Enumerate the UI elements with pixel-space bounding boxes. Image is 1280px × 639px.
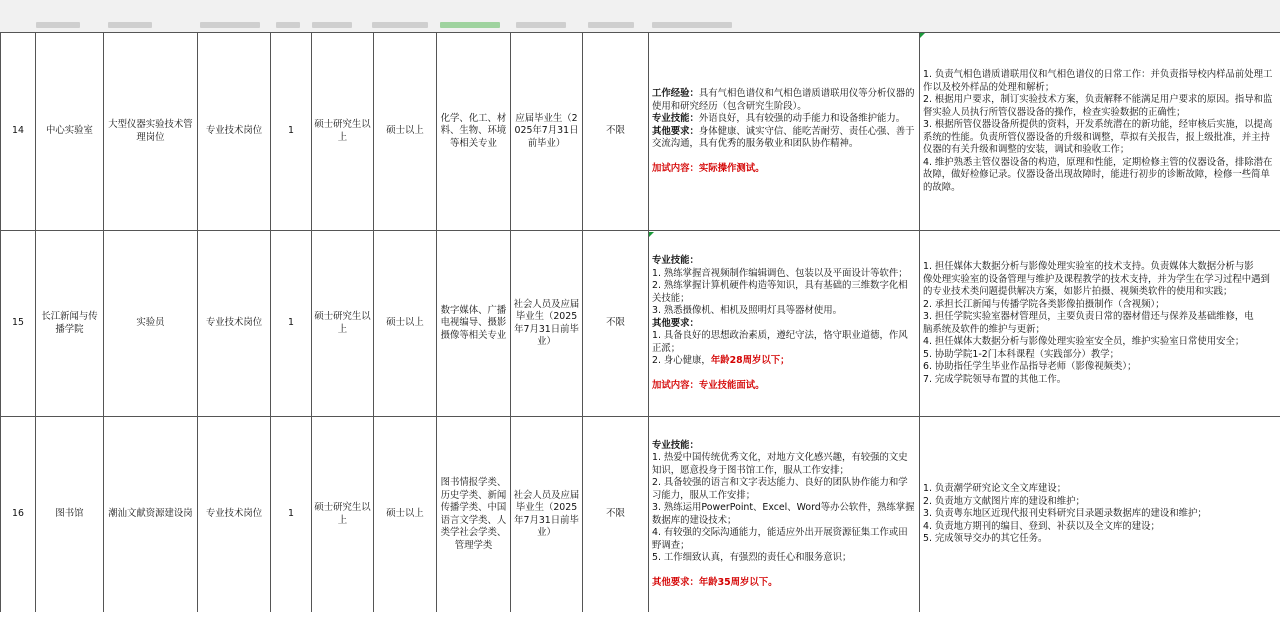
skill-line: 4. 有较强的交际沟通能力，能适应外出开展资源征集工作或田野调查； — [652, 527, 908, 551]
cell-duties[interactable] — [920, 417, 1280, 613]
duty-line: 7. 完成学院领导布置的其他工作。 — [923, 373, 1067, 385]
cell-post-name[interactable]: 潮汕文献资源建设岗 — [104, 417, 198, 613]
cell-no[interactable]: 15 — [1, 231, 36, 417]
recruitment-table — [0, 32, 1280, 613]
skills-label: 专业技能： — [652, 255, 699, 266]
cell-requirements[interactable] — [649, 231, 920, 417]
cell-requirements[interactable] — [649, 33, 920, 231]
other-line: 1. 具备良好的思想政治素质，遵纪守法，恪守职业道德，作风正派； — [652, 330, 908, 354]
duty-line: 4. 维护熟悉主管仪器设备的构造，原理和性能，定期检修主管的仪器设备，排除潜在故障，做好检修记录。仪器设备出现故障时，能进行初步的诊断故障，检修一些简单的故障。 — [923, 156, 1273, 193]
duty-line: 2. 根据用户要求，制订实验技术方案，负责解释不能满足用户要求的原因。指导和监督实验人员执行所管仪器设备的操作，检查实验数据的正确性； — [923, 94, 1273, 118]
skill-line: 2. 具备较强的语言和文字表达能力、良好的团队协作能力和学习能力，服从工作安排； — [652, 477, 908, 501]
cell-unit[interactable]: 图书馆 — [36, 417, 104, 613]
duty-line: 4. 负责地方期刊的编目、登到、补获以及全文库的建设； — [923, 520, 1160, 532]
header-fragment — [200, 22, 260, 28]
cell-education[interactable]: 硕士研究生以上 — [312, 417, 374, 613]
skill-line: 1. 热爱中国传统优秀文化，对地方文化感兴趣，有较强的文史知识，愿意投身于图书馆工作，服从工作安排； — [652, 452, 908, 476]
cell-degree[interactable]: 硕士以上 — [374, 417, 437, 613]
duty-line: 3. 负责粤东地区近现代报刊史料研究目录题录数据库的建设和维护； — [923, 508, 1207, 520]
cell-count[interactable]: 1 — [271, 231, 312, 417]
requirement-line — [652, 113, 916, 126]
skill-line: 2. 熟练掌握计算机硬件构造等知识，具有基础的三维数字化相关技能； — [652, 280, 908, 304]
skill-line: 5. 工作细致认真，有强烈的责任心和服务意识； — [652, 552, 852, 564]
header-fragment — [588, 22, 634, 28]
cell-education[interactable]: 硕士研究生以上 — [312, 231, 374, 417]
cell-major[interactable]: 化学、化工、材料、生物、环境等相关专业 — [437, 33, 511, 231]
header-fragment — [516, 22, 566, 28]
cell-education[interactable]: 硕士研究生以上 — [312, 33, 374, 231]
duty-line: 2. 承担长江新闻与传播学院各类影像拍摄制作（含视频）； — [923, 298, 1165, 310]
comment-marker-icon — [649, 232, 654, 237]
cell-major[interactable]: 数字媒体、广播电视编导、摄影摄像等相关专业 — [437, 231, 511, 417]
skills-label: 专业技能： — [652, 439, 699, 451]
viewport-bottom — [0, 612, 1280, 639]
header-fragment — [36, 22, 80, 28]
header-fragment — [372, 22, 428, 28]
requirement-label: 工作经验： — [652, 88, 699, 99]
duty-line: 5. 完成领导交办的其它任务。 — [923, 533, 1048, 545]
duty-line: 5. 协助学院1-2门本科课程（实践部分）教学； — [923, 348, 1119, 360]
cell-major[interactable]: 图书情报学类、历史学类、新闻传播学类、中国语言文学类、人类学社会学类、管理学类 — [437, 417, 511, 613]
header-fragment — [108, 22, 152, 28]
duty-line: 6. 协助指任学生毕业作品指导老师（影像视频类）； — [923, 361, 1137, 372]
skill-line: 3. 熟练运用PowerPoint、Excel、Word等办公软件，熟练掌握数据库的建设技术； — [652, 502, 915, 526]
cell-unit[interactable]: 中心实验室 — [36, 33, 104, 231]
cell-target[interactable]: 社会人员及应届毕业生（2025年7月31日前毕业） — [511, 231, 583, 417]
other-text: 2. 身心健康， — [652, 355, 711, 366]
header-fragment — [440, 22, 500, 28]
header-fragment — [312, 22, 352, 28]
requirement-line — [652, 126, 916, 151]
table-row — [1, 33, 1280, 231]
duty-line: 3. 担任学院实验室器材管理员，主要负责日常的器材借还与保养及基础维修，电 — [923, 311, 1254, 322]
cell-target[interactable]: 应届毕业生（2025年7月31日前毕业） — [511, 33, 583, 231]
other-label: 其他要求： — [652, 317, 699, 329]
cell-count[interactable]: 1 — [271, 417, 312, 613]
cell-other[interactable]: 不限 — [583, 33, 649, 231]
duty-line: 4. 担任媒体大数据分析与影像处理实验室安全员，维护实验室日常使用安全； — [923, 336, 1245, 347]
duty-line: 1. 负责潮学研究论文全文库建设； — [923, 483, 1067, 495]
table-row — [1, 231, 1280, 417]
cell-unit[interactable]: 长江新闻与传播学院 — [36, 231, 104, 417]
cell-duties[interactable] — [920, 231, 1280, 417]
duty-line: 1. 负责气相色谱质谱联用仪和气相色谱仪的日常工作：并负责指导校内样品前处理工作以及校外样品的处理和解析； — [923, 69, 1273, 93]
cell-other[interactable]: 不限 — [583, 231, 649, 417]
requirement-label: 专业技能： — [652, 113, 699, 124]
cell-post-type[interactable]: 专业技术岗位 — [198, 33, 271, 231]
duty-line: 3. 根据所管仪器设备所提供的资料，开发系统潜在的新功能，经审核后实施，以提高系统的性能。负责所管仪器设备的升级和调整，草拟有关报告，报上级批准，并主持仪器的有关升级和调整的安装，调试和验收工作； — [923, 119, 1273, 155]
cell-other[interactable]: 不限 — [583, 417, 649, 613]
other-requirement: 其他要求：年龄35周岁以下。 — [652, 576, 778, 588]
age-requirement: 年龄28周岁以下； — [710, 355, 790, 366]
skill-line: 3. 熟悉摄像机、相机及照明灯具等器材使用。 — [652, 305, 843, 316]
cell-count[interactable]: 1 — [271, 33, 312, 231]
exam-content: 加试内容：实际操作测试。 — [652, 162, 765, 174]
requirement-text: 具有气相色谱仪和气相色谱质谱联用仪等分析仪器的使用和研究经历（包含研究生阶段）。 — [652, 88, 915, 112]
cell-degree[interactable]: 硕士以上 — [374, 231, 437, 417]
skill-line: 1. 熟练掌握音视频制作编辑调色、包装以及平面设计等软件； — [652, 267, 908, 279]
header-fragment — [652, 22, 732, 28]
duty-line: 1. 担任媒体大数据分析与影像处理实验室的技术支持。负责媒体大数据分析与影 — [923, 261, 1254, 272]
cell-no[interactable]: 14 — [1, 33, 36, 231]
requirement-text: 外语良好，具有较强的动手能力和设备维护能力。 — [698, 113, 906, 124]
cell-degree[interactable]: 硕士以上 — [374, 33, 437, 231]
exam-content: 加试内容：专业技能面试。 — [652, 379, 765, 391]
cell-requirements[interactable] — [649, 417, 920, 613]
cell-post-name[interactable]: 实验员 — [104, 231, 198, 417]
duty-line: 脑系统及软件的维护与更新； — [923, 323, 1045, 335]
other-line — [652, 355, 916, 368]
comment-marker-icon — [920, 33, 925, 38]
cell-no[interactable]: 16 — [1, 417, 36, 613]
cell-target[interactable]: 社会人员及应届毕业生（2025年7月31日前毕业） — [511, 417, 583, 613]
requirement-text: 身体健康、诚实守信、能吃苦耐劳、责任心强、善于交流沟通，具有优秀的服务敬业和团队协作精神。 — [652, 125, 915, 149]
column-header-strip — [0, 0, 1280, 33]
requirement-line — [652, 88, 916, 113]
header-fragment — [276, 22, 300, 28]
cell-post-type[interactable]: 专业技术岗位 — [198, 417, 271, 613]
cell-duties[interactable] — [920, 33, 1280, 231]
requirement-label: 其他要求： — [652, 125, 699, 137]
cell-post-name[interactable]: 大型仪器实验技术管理岗位 — [104, 33, 198, 231]
cell-post-type[interactable]: 专业技术岗位 — [198, 231, 271, 417]
table-row — [1, 417, 1280, 613]
duty-line: 像处理实验室的设备管理与维护及课程教学的技术支持，并为学生在学习过程中遇到的专业技术类问题提供解决方案，如影片拍摄、视频类软件的使用和实践； — [923, 273, 1270, 297]
duty-line: 2. 负责地方文献图片库的建设和维护； — [923, 495, 1085, 507]
